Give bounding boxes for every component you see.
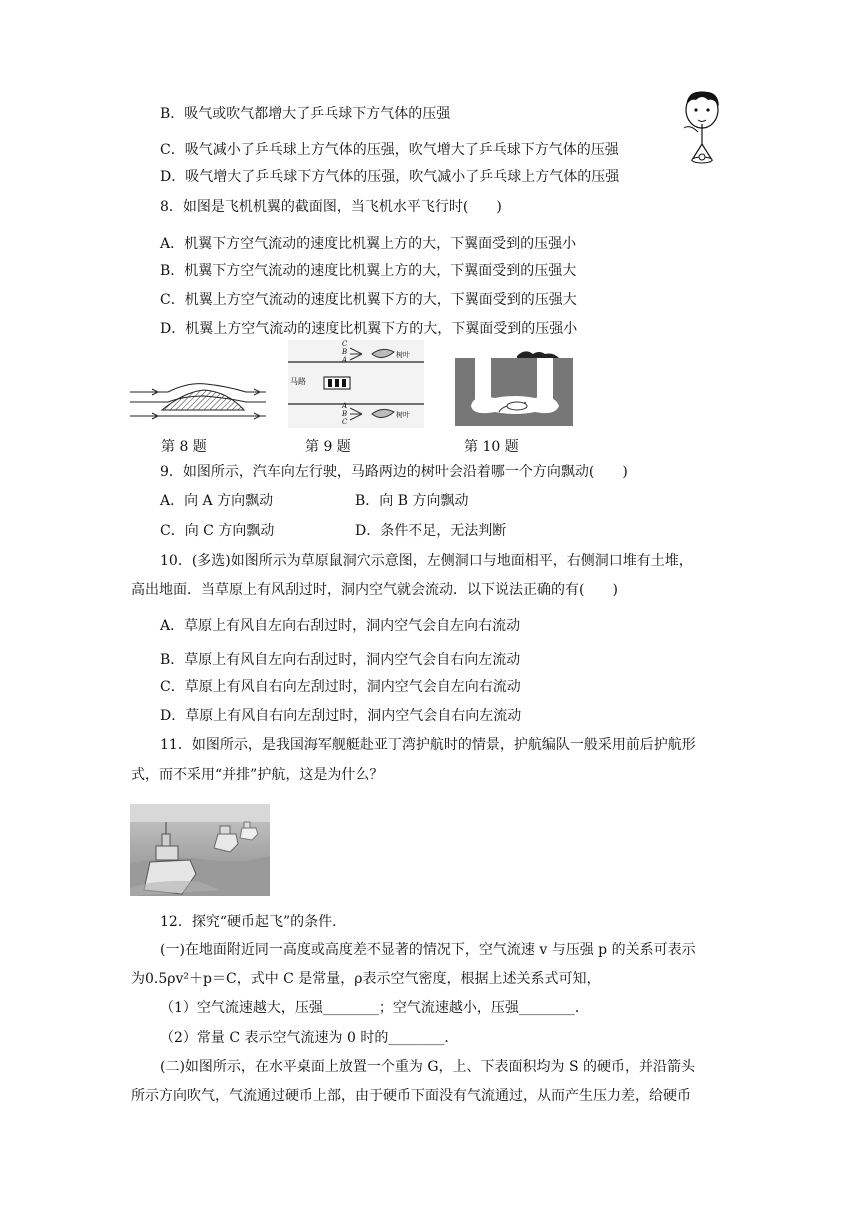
label-a-bottom: A	[342, 402, 348, 410]
label-b-top: B	[342, 348, 348, 356]
wing-cross-section-figure	[128, 378, 268, 424]
road-leaves-figure	[288, 340, 424, 428]
q7-option-c: C．吸气减小了乒乓球上方气体的压强，吹气增大了乒乓球下方气体的压强	[160, 142, 619, 158]
q12-subq2: （2）常量 C 表示空气流速为 0 时的________．	[160, 1030, 459, 1046]
q8-option-a: A．机翼下方空气流动的速度比机翼上方的大，下翼面受到的压强小	[160, 236, 577, 252]
label-c-top: C	[342, 340, 348, 348]
q10-option-a: A．草原上有风自左向右刮过时，洞内空气会自左向右流动	[160, 618, 521, 634]
q8-option-d: D．机翼上方空气流动的速度比机翼下方的大，下翼面受到的压强小	[160, 321, 578, 337]
q12-stem: 12．探究“硬币起飞”的条件．	[160, 914, 347, 930]
q10-option-c: C．草原上有风自右向左刮过时，洞内空气会自左向右流动	[160, 679, 521, 695]
fig8-caption: 第 8 题	[161, 439, 207, 455]
q12-part1-line1: (一)在地面附近同一高度或高度差不显著的情况下，空气流速 v 与压强 p 的关系可表示	[160, 942, 696, 958]
q7-option-b: B．吸气或吹气都增大了乒乓球下方气体的压强	[160, 106, 451, 122]
q8-option-c: C．机翼上方空气流动的速度比机翼下方的大，下翼面受到的压强大	[160, 292, 577, 308]
q9-option-b: B．向 B 方向飘动	[355, 493, 469, 509]
fig10-caption: 第 10 题	[464, 439, 519, 455]
boy-funnel-figure	[672, 88, 732, 168]
leaf-label-top: 树叶	[396, 351, 410, 359]
label-b-bottom: B	[342, 410, 348, 418]
q9-option-a: A．向 A 方向飘动	[160, 493, 274, 509]
fig9-caption: 第 9 题	[305, 439, 351, 455]
q8-stem: 8．如图是飞机机翼的截面图，当飞机水平飞行时( )	[160, 199, 502, 215]
label-a-top: A	[342, 356, 348, 364]
label-c-bottom: C	[342, 418, 348, 426]
road-label: 马路	[290, 377, 306, 386]
q8-option-b: B．机翼下方空气流动的速度比机翼上方的大，下翼面受到的压强大	[160, 263, 577, 279]
q9-stem: 9．如图所示，汽车向左行驶，马路两边的树叶会沿着哪一个方向飘动( )	[160, 464, 628, 480]
q9-option-c: C．向 C 方向飘动	[160, 523, 275, 539]
q10-stem-line2: 高出地面．当草原上有风刮过时，洞内空气就会流动．以下说法正确的有( )	[131, 582, 618, 598]
q11-stem-line2: 式，而不采用“并排”护航，这是为什么？	[131, 767, 384, 783]
q7-option-d: D．吸气增大了乒乓球下方气体的压强，吹气减小了乒乓球上方气体的压强	[160, 169, 620, 185]
burrow-figure	[455, 350, 573, 426]
q10-stem-line1: 10．(多选)如图所示为草原鼠洞穴示意图，左侧洞口与地面相平，右侧洞口堆有土堆，	[160, 553, 693, 569]
q10-option-d: D．草原上有风自右向左刮过时，洞内空气会自右向左流动	[160, 708, 522, 724]
q12-part2-line1: (二)如图所示，在水平桌面上放置一个重为 G，上、下表面积均为 S 的硬币，并沿箭头	[160, 1059, 696, 1075]
q12-part1-line2: 为0.5ρv²＋p＝C，式中 C 是常量，ρ表示空气密度，根据上述关系式可知，	[131, 971, 601, 987]
warships-photo	[130, 804, 270, 896]
q9-option-d: D．条件不足，无法判断	[355, 523, 507, 539]
q12-subq1: （1）空气流速越大，压强________；空气流速越小，压强________．	[160, 1000, 589, 1016]
leaf-label-bottom: 树叶	[396, 411, 410, 419]
q12-part2-line2: 所示方向吹气，气流通过硬币上部，由于硬币下面没有气流通过，从而产生压力差，给硬币	[131, 1088, 691, 1104]
q11-stem-line1: 11．如图所示，是我国海军舰艇赴亚丁湾护航时的情景，护航编队一般采用前后护航形	[160, 737, 696, 753]
q10-option-b: B．草原上有风自左向右刮过时，洞内空气会自右向左流动	[160, 652, 521, 668]
